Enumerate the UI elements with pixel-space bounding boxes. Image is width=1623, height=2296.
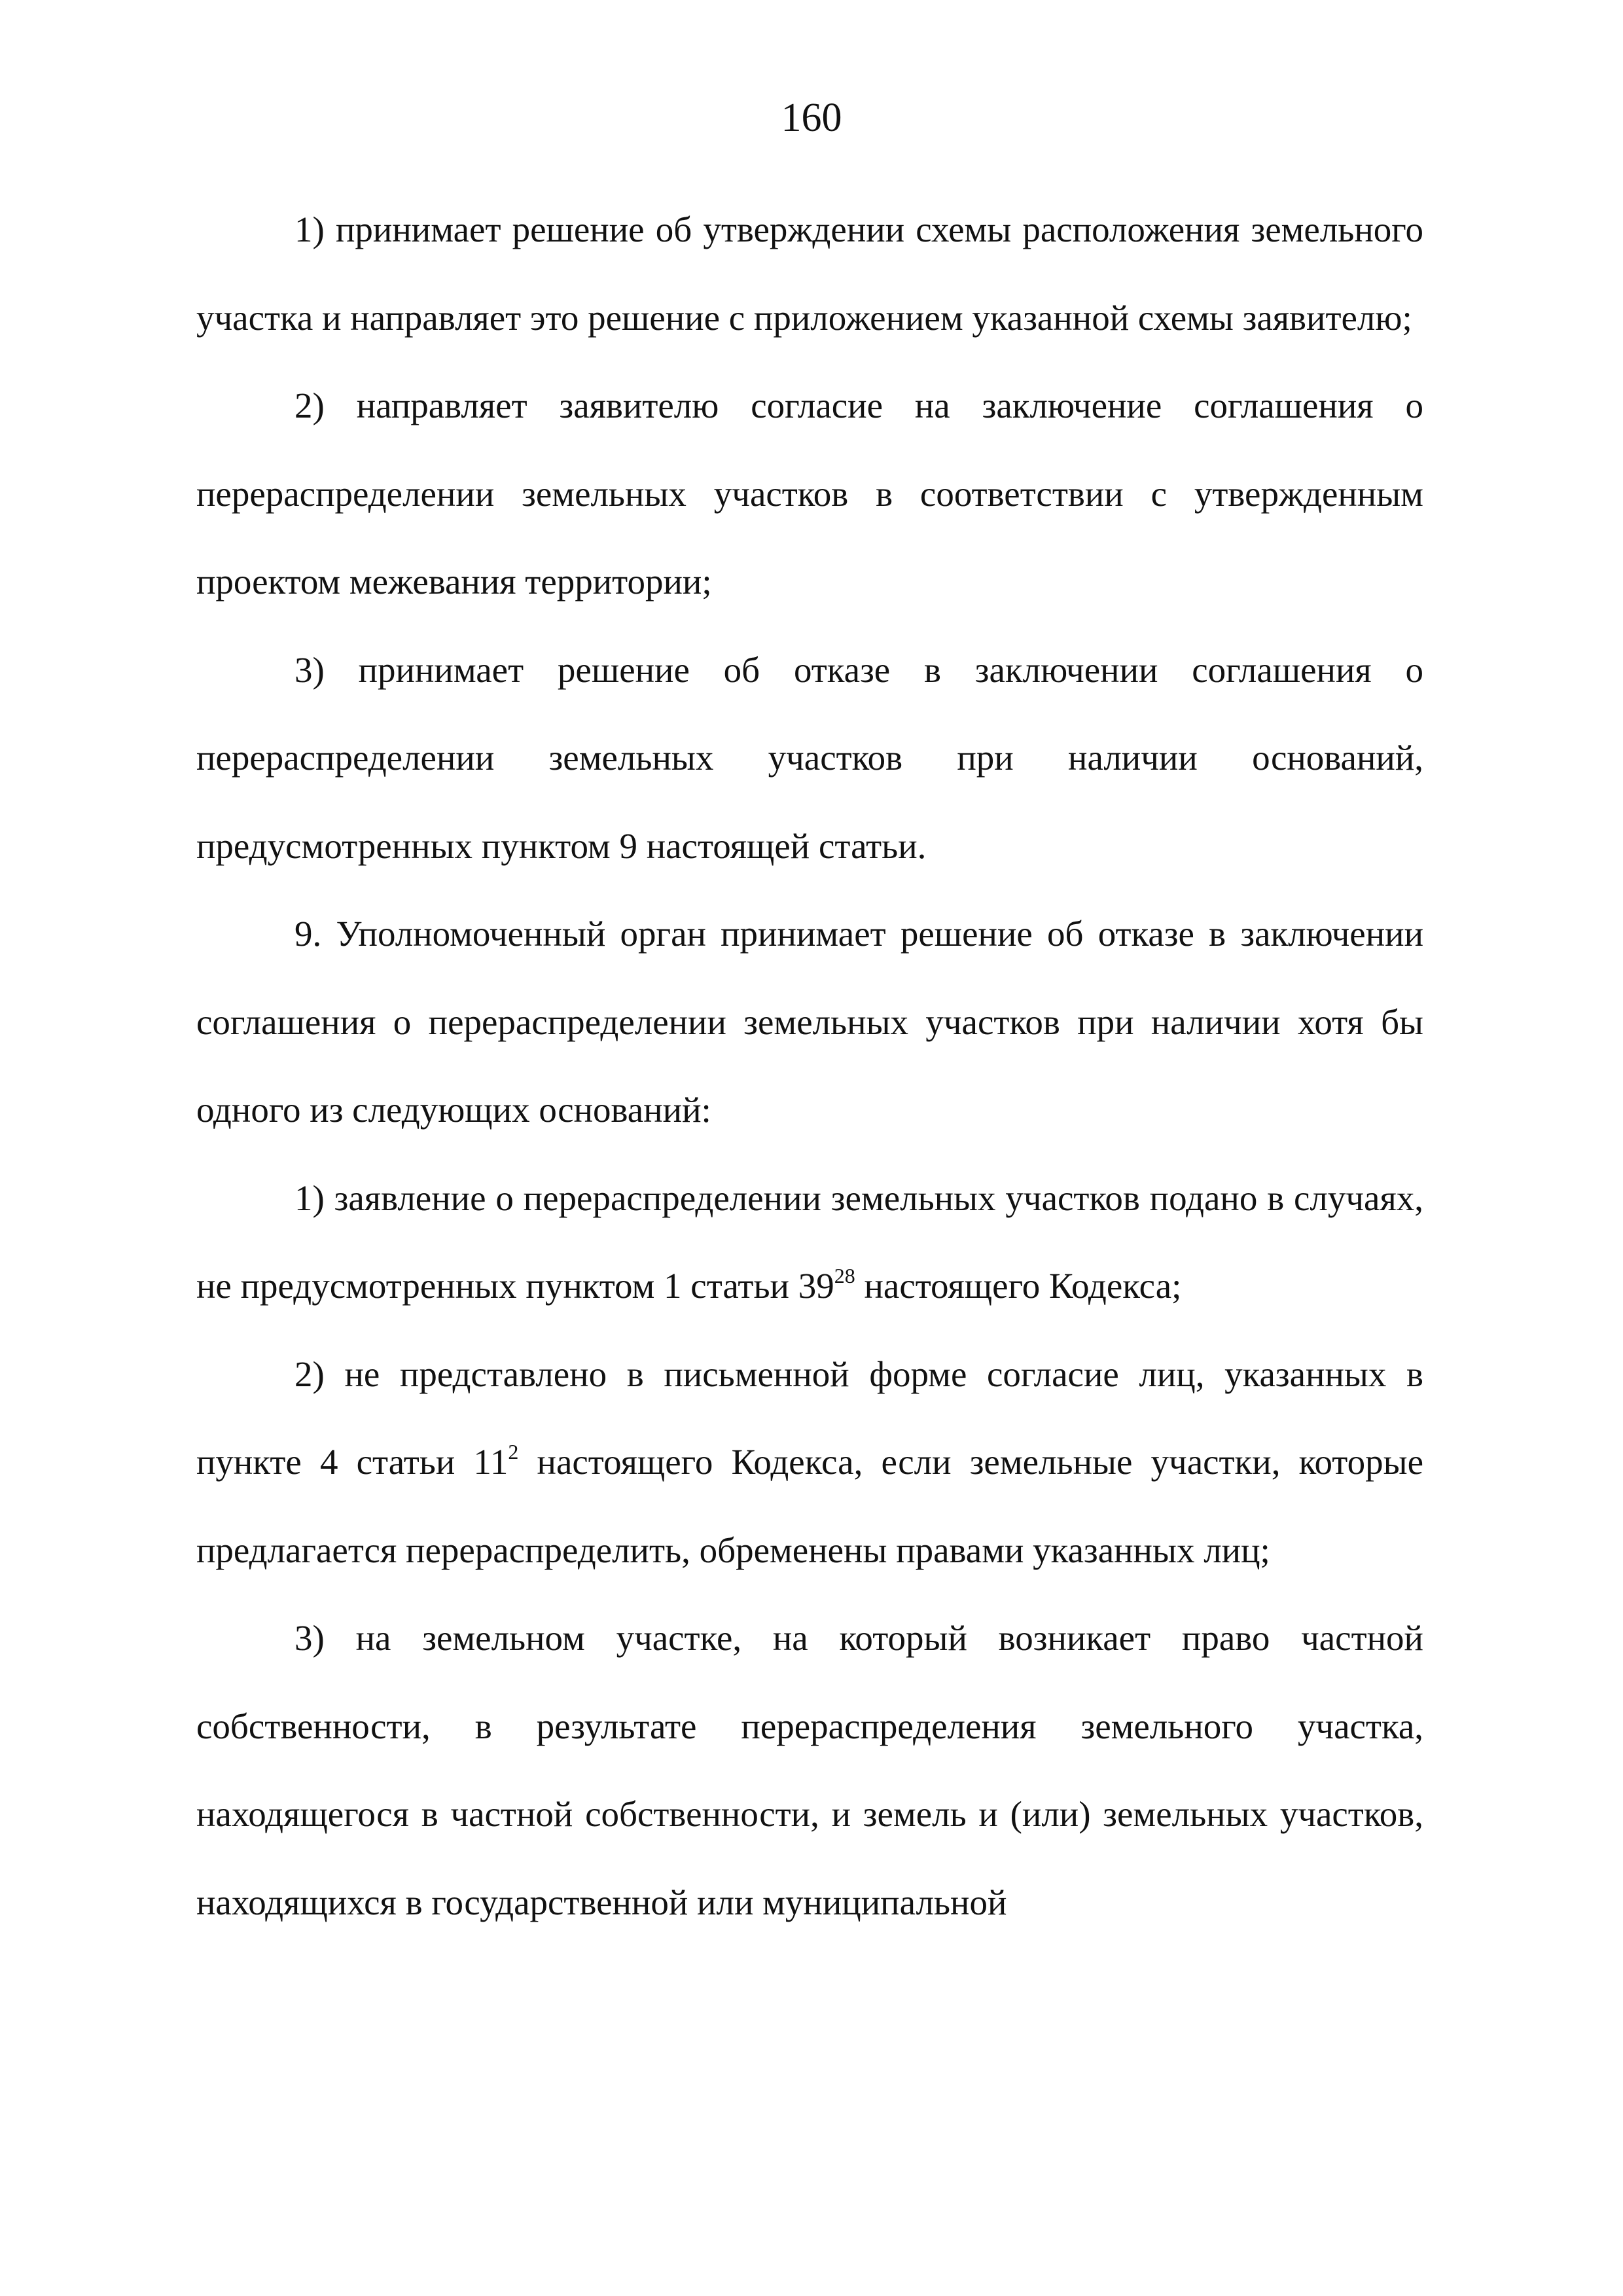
- paragraph-ground-2-text: 2) не представлено в письменной форме согласие лиц, указанных в пункте 4 статьи 11: [196, 1354, 1423, 1482]
- paragraph-ground-2-tail: настоящего Кодекса, если земельные участки, которые предлагается перераспределить, обременены правами указанных лиц;: [196, 1442, 1423, 1570]
- paragraph-ground-3: 3) на земельном участке, на который возникает право частной собственности, в результате перераспределения земельного участка, находящегося в частной собственности, и земель и (или) земельных участков, находящихся в государственной или муниципальной: [196, 1618, 1423, 1922]
- paragraph-item-3-refusal-decision: 3) принимает решение об отказе в заключении соглашения о перераспределении земельных участков при наличии оснований, предусмотренных пунктом 9 настоящей статьи.: [196, 649, 1423, 866]
- paragraph-ground-1-tail: настоящего Кодекса;: [855, 1266, 1182, 1306]
- article-superscript-2: 2: [508, 1439, 519, 1463]
- paragraph-ground-1-text: 1) заявление о перераспределении земельных участков подано в случаях, не предусмотренных пунктом 1 статьи 39: [196, 1177, 1423, 1306]
- document-body: [196, 186, 1423, 1946]
- paragraph-ground-1: [196, 1155, 1423, 1331]
- page-number: 160: [781, 96, 842, 140]
- article-superscript-28: 28: [834, 1263, 855, 1287]
- paragraph-item-2-send-consent: 2) направляет заявителю согласие на заключение соглашения о перераспределении земельных участков в соответствии с утвержденным проектом межевания территории;: [196, 386, 1423, 601]
- paragraph-ground-2: [196, 1331, 1423, 1595]
- paragraph-point-9: 9. Уполномоченный орган принимает решение об отказе в заключении соглашения о перераспределении земельных участков при наличии хотя бы одного из следующих оснований:: [196, 914, 1423, 1130]
- paragraph-item-1-approve-scheme: 1) принимает решение об утверждении схемы расположения земельного участка и направляет это решение с приложением указанной схемы заявителю;: [196, 209, 1423, 338]
